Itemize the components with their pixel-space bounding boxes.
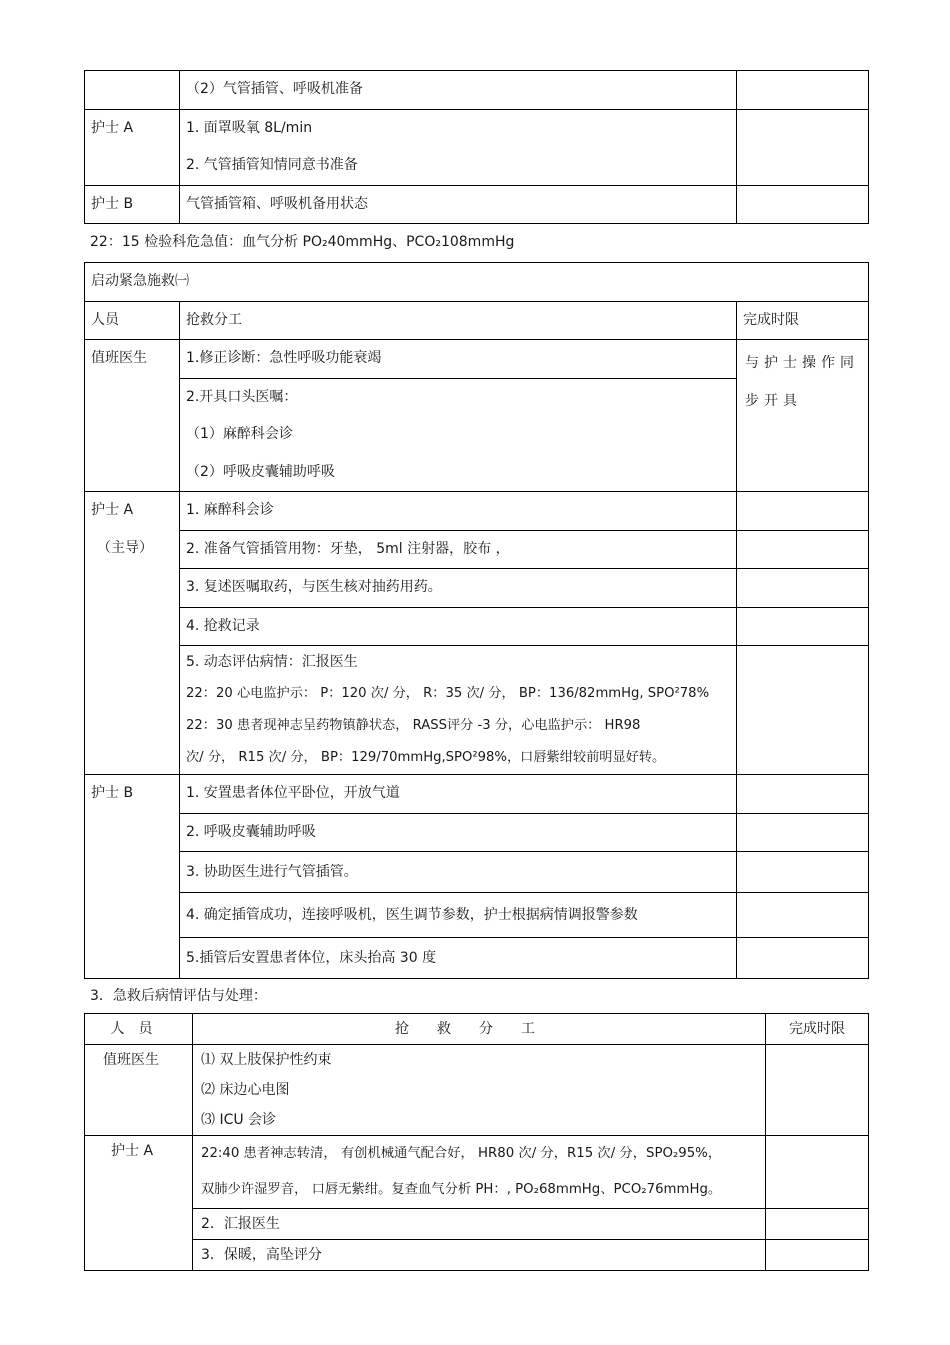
deadline-cell bbox=[737, 340, 869, 492]
table-row bbox=[85, 1209, 869, 1240]
person-cell: 护士 B bbox=[85, 775, 180, 979]
table-row bbox=[85, 607, 869, 646]
table-row bbox=[85, 646, 869, 775]
table-row bbox=[85, 813, 869, 852]
table-row bbox=[85, 893, 869, 938]
table-header-row bbox=[85, 1014, 869, 1045]
deadline-cell bbox=[737, 646, 869, 775]
table-row bbox=[85, 569, 869, 608]
task-cell: 1. 麻醉科会诊 bbox=[180, 492, 737, 531]
table-row bbox=[85, 109, 869, 185]
lab-critical-value-line: 22：15 检验科危急值：血气分析 PO₂40mmHg、PCO₂108mmHg bbox=[90, 234, 515, 250]
deadline-cell bbox=[737, 893, 869, 938]
task-cell: 4. 抢救记录 bbox=[180, 607, 737, 646]
header-deadline: 完成时限 bbox=[737, 301, 869, 340]
task-cell: 1.修正诊断：急性呼吸功能衰竭 bbox=[180, 340, 737, 379]
table-row bbox=[85, 1045, 869, 1136]
deadline-cell bbox=[737, 185, 869, 224]
person-cell: 护士 B bbox=[85, 185, 180, 224]
table-title: 启动紧急施救㈠ bbox=[85, 263, 869, 302]
header-task: 抢救分工 bbox=[193, 1014, 766, 1045]
task-cell: 1. 安置患者体位平卧位，开放气道 bbox=[180, 775, 737, 814]
table-row bbox=[85, 1136, 869, 1209]
table-row bbox=[85, 530, 869, 569]
section-3-title: 3．急救后病情评估与处理： bbox=[90, 988, 267, 1004]
table-post-rescue bbox=[84, 1013, 868, 1271]
table-row bbox=[85, 1240, 869, 1271]
deadline-cell bbox=[737, 569, 869, 608]
deadline-cell bbox=[766, 1045, 869, 1136]
table-emergency-rescue bbox=[84, 262, 868, 979]
task-cell: （2）气管插管、呼吸机准备 bbox=[180, 71, 737, 110]
header-task: 抢救分工 bbox=[180, 301, 737, 340]
task-cell: 22:40 患者神志转清， 有创机械通气配合好， HR80 次/ 分，R15 次/ 分，SPO₂95%， 双肺少许湿罗音， 口唇无紫绀。复查血气分析 PH：, PO₂68mmHg、PCO₂76mmHg。 bbox=[193, 1136, 766, 1209]
deadline-cell bbox=[737, 852, 869, 893]
deadline-cell bbox=[737, 775, 869, 814]
table-title-row bbox=[85, 263, 869, 302]
table-row bbox=[85, 775, 869, 814]
person-cell: 护士 A bbox=[85, 1136, 193, 1271]
task-cell: 4. 确定插管成功，连接呼吸机，医生调节参数，护士根据病情调报警参数 bbox=[180, 893, 737, 938]
person-cell: 值班医生 bbox=[85, 1045, 193, 1136]
table-row bbox=[85, 492, 869, 531]
deadline-cell bbox=[766, 1240, 869, 1271]
header-deadline: 完成时限 bbox=[766, 1014, 869, 1045]
task-cell: 2.开具口头医嘱： （1）麻醉科会诊 （2）呼吸皮囊辅助呼吸 bbox=[180, 378, 737, 492]
deadline-cell bbox=[766, 1136, 869, 1209]
header-person: 人员 bbox=[85, 301, 180, 340]
deadline-line: 与护士操作同 bbox=[745, 355, 859, 371]
task-cell: 3．保暖，高坠评分 bbox=[193, 1240, 766, 1271]
task-cell: 3. 复述医嘱取药，与医生核对抽药用药。 bbox=[180, 569, 737, 608]
deadline-cell bbox=[737, 938, 869, 979]
header-person: 人员 bbox=[85, 1014, 193, 1045]
deadline-cell bbox=[737, 492, 869, 531]
task-cell: 1. 面罩吸氧 8L/min 2. 气管插管知情同意书准备 bbox=[180, 109, 737, 185]
task-cell: 5.插管后安置患者体位，床头抬高 30 度 bbox=[180, 938, 737, 979]
task-cell: ⑴ 双上肢保护性约束 ⑵ 床边心电图 ⑶ ICU 会诊 bbox=[193, 1045, 766, 1136]
table-row bbox=[85, 71, 869, 110]
deadline-cell bbox=[737, 109, 869, 185]
person-cell: 值班医生 bbox=[85, 340, 180, 492]
task-cell: 5. 动态评估病情：汇报医生 22：20 心电监护示： P：120 次/ 分， R：35 次/ 分， BP：136/82mmHg, SPO²78% 22：30 患者现神志呈药物镇静状态， RASS评分 -3 分，心电监护示： HR98 次/ 分， R15 次/ 分， BP：129/70mmHg,SPO²98%，口唇紫绀较前明显好转。 bbox=[180, 646, 737, 775]
task-cell: 2．汇报医生 bbox=[193, 1209, 766, 1240]
table-prep bbox=[84, 70, 868, 224]
task-cell: 2. 准备气管插管用物：牙垫， 5ml 注射器，胶布 ， bbox=[180, 530, 737, 569]
deadline-line: 步开具 bbox=[745, 393, 802, 409]
table-row bbox=[85, 852, 869, 893]
table-row bbox=[85, 185, 869, 224]
deadline-cell bbox=[766, 1209, 869, 1240]
task-cell: 2. 呼吸皮囊辅助呼吸 bbox=[180, 813, 737, 852]
deadline-cell bbox=[737, 813, 869, 852]
person-cell: 护士 A bbox=[85, 109, 180, 185]
task-cell: 3. 协助医生进行气管插管。 bbox=[180, 852, 737, 893]
deadline-cell bbox=[737, 530, 869, 569]
person-cell: 护士 A （主导） bbox=[85, 492, 180, 775]
table-header-row bbox=[85, 301, 869, 340]
deadline-cell bbox=[737, 607, 869, 646]
table-row bbox=[85, 340, 869, 379]
table-row bbox=[85, 938, 869, 979]
person-cell bbox=[85, 71, 180, 110]
task-cell: 气管插管箱、呼吸机备用状态 bbox=[180, 185, 737, 224]
deadline-cell bbox=[737, 71, 869, 110]
